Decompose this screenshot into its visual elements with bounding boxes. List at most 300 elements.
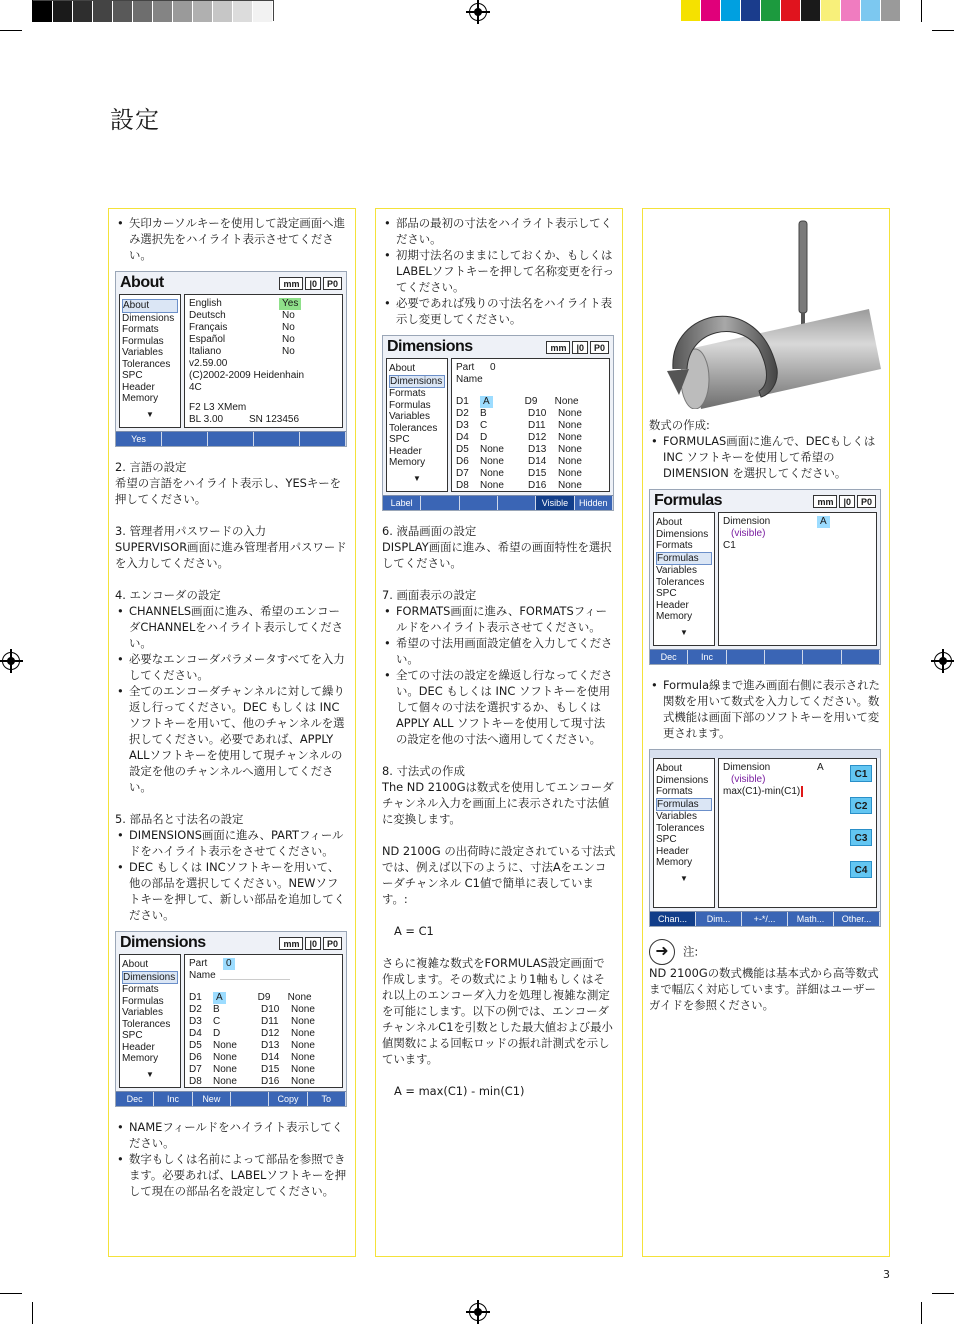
section-bullet: • Formula線まで進み画面右側に表示された関数を用いて数式を入力してください。数式機能は画面下部のソフトキーを用いて変更されます。 [649,677,883,741]
dimension-id: D8 [456,480,469,491]
note-label: 注: [683,944,699,959]
dimension-name: B [480,408,487,419]
softkey[interactable] [498,496,536,510]
language-name: Español [189,334,226,345]
menu-item[interactable]: SPC [656,588,677,599]
menu-item[interactable]: Formats [389,388,426,399]
chan-softkey[interactable]: Chan... [650,912,696,926]
dimension-row[interactable] [456,480,605,492]
section-heading: 数式の作成: [649,418,710,432]
formula-panel [718,512,877,646]
dimension-row[interactable] [456,408,605,420]
gray-swatch [133,1,153,22]
dimension-name: None [291,1076,315,1087]
menu-item[interactable]: Formulas [656,798,712,812]
softkey[interactable] [765,650,803,664]
menu-item[interactable]: Header [656,845,689,857]
dimension-id: D7 [456,468,469,479]
dimension-row[interactable] [189,1016,338,1028]
softkey[interactable] [460,496,498,510]
menu-item[interactable]: Formats [122,984,159,995]
screen-title: Dimensions [387,338,473,355]
dimension-row[interactable] [189,1004,338,1016]
menu-item[interactable]: Formulas [656,552,712,566]
dimension-row[interactable] [189,1028,338,1040]
math-softkey[interactable]: Math... [788,912,834,926]
dimension-name: None [558,456,582,467]
section-bullet: • FORMULAS画面に進んで、DECもしくは INC ソフトキーを使用して希望の DIMENSION を選択してください。 [649,433,883,481]
color-swatch [781,0,801,21]
menu-item[interactable]: SPC [656,834,677,845]
section-bullet: • 初期寸法名のままにしておくか、もしくはLABELソフトキーを押して名称変更を行ってください。 [382,247,616,295]
language-flag[interactable]: No [282,334,295,345]
channel-c2-button[interactable]: C2 [850,797,872,814]
dimension-row[interactable] [456,468,605,480]
crop-mark [32,0,33,22]
section-bullet: • 全ての寸法の設定を繰返し行なってください。DEC もしくは INC ソフトキーを使用して個々の寸法を選択するか、もしくはAPPLY ALL ソフトキーを使用して現寸法の設定を他の寸法へ適用してください。 [382,667,616,747]
section-body: SUPERVISOR画面に進み管理者用パスワードを入力してください。 [115,540,347,570]
page-title: 設定 [110,106,160,134]
menu-item[interactable]: Formats [656,786,693,797]
section-heading: 3. 管理者用パスワードの入力 [115,524,267,538]
menu-item[interactable]: Formats [122,324,159,335]
dimension-id: D13 [261,1040,280,1051]
section-heading: 6. 液晶画面の設定 [382,524,477,538]
menu-item[interactable]: Tolerances [122,1018,171,1030]
menu-item[interactable]: About [389,363,416,374]
menu-item[interactable]: Header [122,1041,155,1053]
dimension-name: C [480,420,488,431]
code-text: 4C [189,382,202,393]
menu-item[interactable]: Header [656,599,689,611]
version-text: v2.59.00 [189,358,228,369]
section-bullet: • FORMATS画面に進み、FORMATSフィールドをハイライト表示させてください。 [382,603,616,635]
dimension-id: D14 [528,456,547,467]
firmware-text: F2 L3 XMem [189,402,247,413]
page-number: 3 [883,1268,890,1281]
menu-item[interactable]: Dimensions [122,312,175,324]
inc-softkey[interactable]: Inc [154,1092,192,1106]
color-swatch [681,0,701,21]
status-indicators [279,277,342,290]
label-softkey[interactable]: Label [383,496,421,510]
dimension-id: D10 [528,408,547,419]
dimension-id: D5 [456,444,469,455]
name-label: Name [189,970,216,981]
dimension-id: D9 [257,992,271,1003]
mode-indicator: |0 [305,277,321,290]
dimension-id: D14 [261,1052,280,1063]
about-screen [115,271,347,447]
setup-menu [119,294,181,428]
language-name: English [189,298,222,309]
dimension-name: None [291,1040,315,1051]
dimension-name: None [554,396,579,407]
dimensions-screen-label [382,335,614,511]
menu-item[interactable]: Variables [122,1007,163,1018]
menu-item[interactable]: Variables [656,811,697,822]
dimension-name: D [480,432,488,443]
dimension-id: D3 [456,420,469,431]
gray-swatch [33,1,53,22]
dimension-id: D15 [261,1064,280,1075]
channel-c3-button[interactable]: C3 [850,829,872,846]
visibility-text: (visible) [731,774,766,785]
channel-c1-button[interactable]: C1 [850,765,872,782]
dimension-id: D15 [528,468,547,479]
menu-item[interactable]: About [656,517,683,528]
dimension-id: D16 [528,480,547,491]
formula-text[interactable]: C1 [723,540,736,551]
menu-item[interactable]: About [656,763,683,774]
color-swatch [801,0,821,21]
gray-swatch [153,1,173,22]
arrow-right-icon: ➜ [649,939,675,965]
crop-mark [932,30,954,31]
section-heading: 5. 部品名と寸法名の設定 [115,812,244,826]
menu-item[interactable]: Variables [656,565,697,576]
menu-item[interactable]: Formulas [389,399,431,411]
dimension-row[interactable] [189,1052,338,1064]
dimension-name: C [213,1016,221,1027]
section-heading: 8. 寸法式の作成 [382,764,465,778]
dimension-name: D [213,1028,221,1039]
dimension-name: None [558,480,582,491]
screen-title: Dimensions [120,934,206,951]
copy-softkey[interactable]: Copy [269,1092,307,1106]
dimensions-screen-part [115,931,347,1107]
intro-bullet: • 矢印カーソルキーを使用して設定画面へ進み選択先をハイライト表示させてください。 [115,215,349,263]
dimension-field[interactable]: A [817,762,824,773]
dimension-label: Dimension [723,762,771,773]
dimension-name: None [213,1076,237,1087]
dimension-name: None [213,1040,237,1051]
dimension-label: Dimension [723,516,771,527]
dimension-name: None [287,992,312,1003]
status-indicators [813,495,876,508]
scroll-down-icon: ▼ [146,409,154,419]
dimension-id: D1 [456,396,469,407]
dimension-id: D12 [261,1028,280,1039]
dimension-row[interactable] [456,444,605,456]
menu-item[interactable]: Tolerances [656,576,705,588]
formulas-screen [649,489,881,665]
menu-item[interactable]: Memory [389,457,426,468]
dimension-name: None [291,1028,315,1039]
gray-swatch [193,1,213,22]
channel-c4-button[interactable]: C4 [850,861,872,878]
language-name: Deutsch [189,310,226,321]
color-swatch [761,0,781,21]
dimensions-panel [451,358,610,492]
status-indicators [279,937,342,950]
column-3 [642,208,890,1257]
visibility-text: (visible) [731,528,766,539]
setup-menu [119,954,181,1088]
menu-item[interactable]: Memory [122,393,159,404]
section-body: さらに複雑な数式をFORMULAS設定画面で作成します。その数式により1軸もしくはそれ以上のエンコーダ入力を処理し複雑な測定を可能にします。以下の例では、エンコーダチャンネルC1を引数とした最大値および最小値関数による回転ロッドの振れ計測式を示しています。 [382,956,613,1066]
dimension-field[interactable]: A [817,516,830,528]
dimension-id: D3 [189,1016,202,1027]
softkey-bar [650,911,880,926]
crop-mark [932,1293,954,1294]
gray-swatch [73,1,93,22]
color-calibration-bar [681,0,901,21]
dimension-row[interactable] [189,1040,338,1052]
dimension-name: None [558,432,582,443]
softkey-bar [650,649,880,664]
menu-item[interactable]: About [122,299,178,313]
dimension-id: D6 [189,1052,202,1063]
dimension-id: D16 [261,1076,280,1087]
about-panel [184,294,343,428]
menu-item[interactable]: SPC [122,1030,143,1041]
section-bullet: • 数字もしくは名前によって部品を参照できます。必要あれば、LABELソフトキーを押して現在の部品名を設定してください。 [115,1151,349,1199]
dimension-id: D9 [524,396,538,407]
dimension-name: None [480,480,504,491]
softkey[interactable] [300,432,346,446]
softkey[interactable] [162,432,208,446]
part-field[interactable]: 0 [223,958,235,970]
dimension-name: None [480,444,504,455]
dimension-row[interactable] [189,992,338,1004]
mode-indicator: |0 [572,341,588,354]
softkey[interactable] [231,1092,269,1106]
dimension-row[interactable] [189,1064,338,1076]
language-name: Italiano [189,346,222,357]
menu-item[interactable]: Tolerances [389,422,438,434]
softkey[interactable] [208,432,254,446]
dimension-id: D11 [261,1016,279,1027]
dec-softkey[interactable]: Dec [116,1092,154,1106]
dimension-name: A [480,396,493,408]
mode-indicator: |0 [839,495,855,508]
gray-swatch [253,1,273,22]
menu-item[interactable]: Tolerances [122,358,171,370]
language-flag[interactable]: No [282,310,295,321]
gray-swatch [173,1,193,22]
column-1 [108,208,356,1257]
section-bullet: • 全てのエンコーダチャンネルに対して繰り返し行ってください。DEC もしくは INCソフトキーを用いて、他のチャンネルを選択してください。必要であれば、APPLY ALLソフトキーを使用して現チャンネルの設定を他のチャンネルへ適用してください。 [115,683,349,795]
language-flag[interactable]: Yes [279,298,301,310]
dimension-name: None [213,1064,237,1075]
gray-swatch [93,1,113,22]
registration-mark-bottom [469,1303,487,1321]
setup-menu [653,512,715,646]
section-bullet: • 必要であれば残りの寸法名をハイライト表示し変更してください。 [382,295,616,327]
section-bullet: • DEC もしくは INCソフトキーを用いて、他の部品を選択してください。NEWソフトキーを押して、新しい部品を追加してください。 [115,859,349,923]
language-flag[interactable]: No [282,322,295,333]
to-softkey[interactable]: To [308,1092,346,1106]
section-bullet: • DIMENSIONS画面に進み、PARTフィールドをハイライト表示をさせてください。 [115,827,349,859]
crop-mark [0,30,22,31]
dimension-name: B [213,1004,220,1015]
mode-indicator: |0 [305,937,321,950]
menu-item[interactable]: Header [122,381,155,393]
rotating-rod-illustration [649,219,881,409]
section-heading: 4. エンコーダの設定 [115,588,221,602]
dec-softkey[interactable]: Dec [650,650,688,664]
menu-item[interactable]: Dimensions [656,528,709,540]
menu-item[interactable]: Memory [656,857,693,868]
section-body: 希望の言語をハイライト表示し、YESキーを押してください。 [115,476,342,506]
scroll-down-icon: ▼ [413,473,421,483]
copyright-text: (C)2002-2009 Heidenhain [189,370,305,381]
crop-mark [0,1293,22,1294]
unit-indicator: mm [279,277,303,290]
menu-item[interactable]: Tolerances [656,822,705,834]
dimension-id: D5 [189,1040,202,1051]
section-heading: 2. 言語の設定 [115,460,187,474]
dimension-grid [456,396,605,492]
dimension-id: D13 [528,444,547,455]
screen-title: Formulas [654,492,723,509]
column-2 [375,208,623,1257]
gray-swatch [213,1,233,22]
formula-edit-screen [649,749,881,927]
dimension-id: D12 [528,432,547,443]
dimension-row[interactable] [456,396,605,408]
dimension-name: None [558,444,582,455]
dimension-id: D6 [456,456,469,467]
new-softkey[interactable]: New [193,1092,231,1106]
softkey-bar [383,495,613,510]
scroll-down-icon: ▼ [680,873,688,883]
dimension-id: D11 [528,420,546,431]
scroll-down-icon: ▼ [146,1069,154,1079]
dimension-name: None [213,1052,237,1063]
registration-mark-left [2,652,20,670]
section-body: ND 2100G の出荷時に設定されている寸法式では、例えば以下のように、寸法Aをエンコーダチャンネル C1値で簡単に表しています。: [382,844,616,906]
menu-item[interactable]: Formats [656,540,693,551]
menu-item[interactable]: Variables [122,347,163,358]
menu-item[interactable]: Dimensions [656,774,709,786]
color-swatch [821,0,841,21]
dimension-id: D1 [189,992,202,1003]
language-flag[interactable]: No [282,346,295,357]
menu-item[interactable]: SPC [122,370,143,381]
menu-item[interactable]: Header [389,445,422,457]
menu-item[interactable]: Formulas [122,995,164,1007]
dimension-row[interactable] [456,420,605,432]
language-name: Français [189,322,228,333]
color-swatch [881,0,901,21]
menu-item[interactable]: Variables [389,411,430,422]
unit-indicator: mm [813,495,837,508]
softkey[interactable] [421,496,459,510]
dimension-id: D7 [189,1064,202,1075]
serial-number: SN 123456 [249,414,300,425]
menu-item[interactable]: Memory [656,611,693,622]
part-field[interactable]: 0 [490,362,496,373]
dimension-grid [189,992,338,1088]
softkey[interactable] [803,650,841,664]
section-bullet: • NAMEフィールドをハイライト表示してください。 [115,1119,349,1151]
dimension-name: A [213,992,226,1004]
dimension-row[interactable] [456,456,605,468]
dimension-row[interactable] [456,432,605,444]
menu-item[interactable]: Dimensions [389,375,445,389]
dimension-name: None [291,1064,315,1075]
dimension-name: None [558,408,582,419]
scroll-down-icon: ▼ [680,627,688,637]
crop-mark [921,1302,922,1324]
name-field[interactable] [220,970,290,980]
color-swatch [741,0,761,21]
hidden-softkey[interactable]: Hidden [575,496,613,510]
dimension-name: None [480,456,504,467]
unit-indicator: mm [546,341,570,354]
visible-softkey[interactable]: Visible [536,496,574,510]
dimension-id: D10 [261,1004,280,1015]
softkey[interactable] [727,650,765,664]
formula-expression[interactable]: max(C1)-min(C1) [723,786,801,797]
softkey[interactable] [254,432,300,446]
other-softkey[interactable]: Other... [834,912,880,926]
section-bullet: • 部品の最初の寸法をハイライト表示してください。 [382,215,616,247]
part-label: Part [189,958,208,969]
dim-softkey[interactable]: Dim... [696,912,742,926]
dimension-id: D4 [189,1028,202,1039]
part-indicator: P0 [323,937,342,950]
color-swatch [701,0,721,21]
softkey-bar [116,431,346,446]
color-swatch [721,0,741,21]
formula-example: A = max(C1) - min(C1) [394,1084,525,1098]
section-bullet: • 希望の寸法用画面設定値を入力してください。 [382,635,616,667]
formula-example: A = C1 [394,924,434,938]
registration-mark-top [469,3,487,21]
part-label: Part [456,362,475,373]
dimension-id: D2 [456,408,469,419]
gray-swatch [53,1,73,22]
section-bullet: • CHANNELS画面に進み、希望のエンコーダCHANNELをハイライト表示してください。 [115,603,349,651]
yes-softkey[interactable]: Yes [116,432,162,446]
status-indicators [546,341,609,354]
dimension-name: None [291,1052,315,1063]
grayscale-calibration-bar [32,0,274,21]
section-body: The ND 2100Gは数式を使用してエンコーダチャンネル入力を画面上に表示された寸法値に変換します。 [382,780,614,826]
menu-item[interactable]: Formulas [122,335,164,347]
dimension-name: None [291,1016,315,1027]
part-indicator: P0 [323,277,342,290]
menu-item[interactable]: Dimensions [122,971,178,985]
dimension-id: D4 [456,432,469,443]
dimensions-panel [184,954,343,1088]
formula-edit-panel [718,758,877,908]
dimension-name: None [291,1004,315,1015]
menu-item[interactable]: SPC [389,434,410,445]
inc-softkey[interactable]: Inc [688,650,726,664]
menu-item[interactable]: About [122,959,149,970]
gray-swatch [113,1,133,22]
menu-item[interactable]: Memory [122,1053,159,1064]
part-indicator: P0 [590,341,609,354]
screen-title: About [120,274,164,291]
softkey[interactable] [842,650,880,664]
softkey-bar [116,1091,346,1106]
section-bullet: • 必要なエンコーダパラメータすべてを入力してください。 [115,651,349,683]
operator-softkey[interactable]: +-*/... [742,912,788,926]
dimension-id: D2 [189,1004,202,1015]
color-swatch [841,0,861,21]
dimension-row[interactable] [189,1076,338,1088]
registration-mark-right [934,652,952,670]
note-body: ND 2100Gの数式機能は基本式から高等数式まで幅広く対応しています。詳細はユーザーガイドを参照ください。 [649,966,879,1012]
color-swatch [861,0,881,21]
dimension-name: None [558,420,582,431]
unit-indicator: mm [279,937,303,950]
